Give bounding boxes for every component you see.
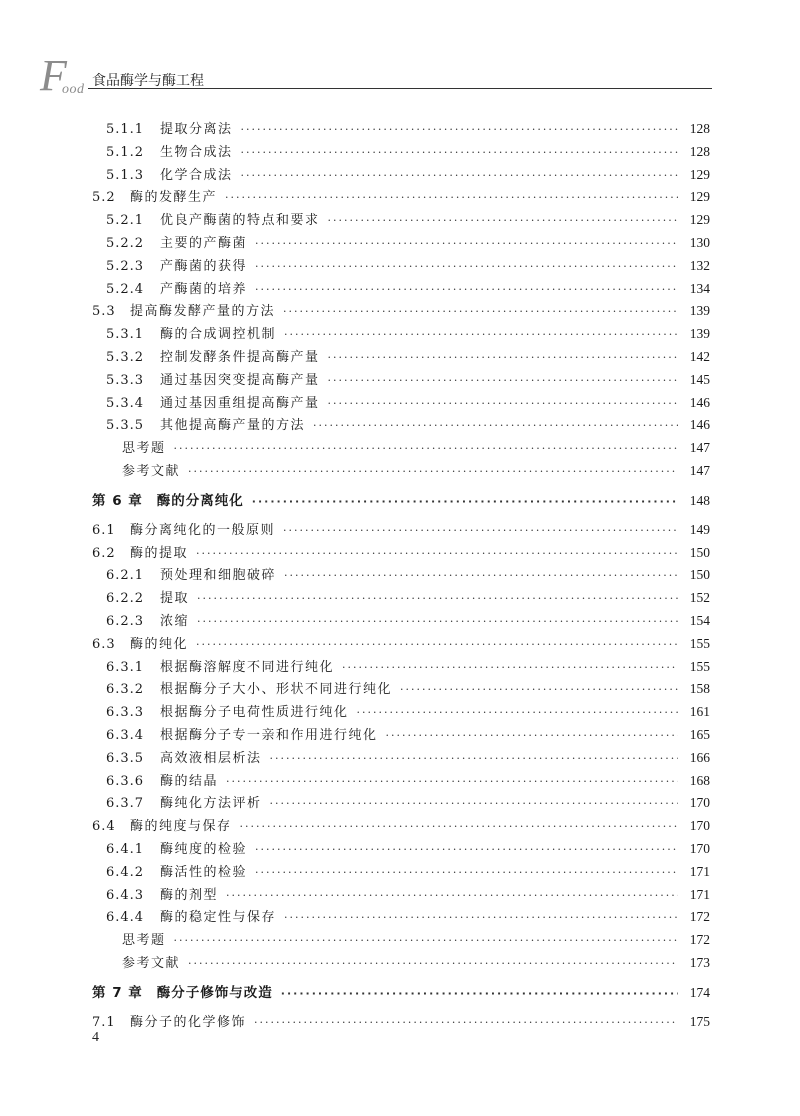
dot-leader [313, 419, 678, 432]
toc-entry[interactable] [92, 770, 710, 793]
toc-entry[interactable] [92, 884, 710, 907]
table-of-contents [92, 118, 710, 1033]
toc-entry-number: 5.2.1 [106, 213, 145, 229]
toc-entry-title: 浓缩 [160, 613, 190, 629]
toc-entry[interactable] [92, 323, 710, 346]
toc-entry-title: 产酶菌的培养 [160, 281, 248, 297]
toc-entry-page: 155 [689, 658, 710, 674]
toc-entry-title: 参考文献 [122, 955, 181, 971]
toc-entry-page: 129 [689, 166, 710, 182]
toc-entry-number: 6.4 [92, 819, 116, 835]
toc-entry-title: 酶分子修饰与改造 [156, 984, 273, 1001]
toc-entry-page: 170 [689, 840, 710, 856]
toc-entry-number: 6.3.7 [106, 796, 145, 812]
toc-entry[interactable] [92, 564, 710, 587]
toc-entry[interactable] [92, 610, 710, 633]
toc-entry[interactable] [92, 656, 710, 679]
toc-entry[interactable] [92, 701, 710, 724]
dot-leader [241, 146, 678, 159]
toc-entry-title: 预处理和细胞破碎 [160, 568, 277, 584]
toc-entry-title: 思考题 [122, 933, 166, 949]
toc-entry[interactable] [92, 792, 710, 815]
toc-entry-number: 6.2.2 [106, 591, 145, 607]
toc-entry-title: 酶分离纯化的一般原则 [130, 522, 276, 538]
toc-entry[interactable] [92, 255, 710, 278]
toc-entry[interactable] [92, 929, 710, 952]
toc-entry-page: 161 [689, 704, 710, 720]
dot-leader [240, 820, 678, 833]
toc-entry-title: 酶的分离纯化 [156, 492, 244, 509]
toc-entry[interactable] [92, 278, 710, 301]
dot-leader [226, 775, 678, 788]
dot-leader [255, 866, 678, 879]
dot-leader [241, 123, 678, 136]
toc-entry-title: 酶的纯化 [130, 636, 189, 652]
toc-entry[interactable] [92, 209, 710, 232]
toc-chapter-entry[interactable] [92, 981, 710, 1005]
toc-entry-page: 165 [689, 726, 710, 742]
toc-entry-page: 139 [689, 326, 710, 342]
toc-entry[interactable] [92, 542, 710, 565]
dot-leader [188, 465, 678, 478]
toc-entry-page: 145 [689, 371, 710, 387]
toc-entry[interactable] [92, 587, 710, 610]
dot-leader [284, 328, 678, 341]
page-number: 4 [92, 1030, 99, 1045]
toc-entry-title: 控制发酵条件提高酶产量 [160, 349, 320, 365]
toc-entry-title: 思考题 [122, 441, 166, 457]
toc-entry-page: 175 [689, 1013, 710, 1029]
toc-entry-number: 6.3.4 [106, 727, 145, 743]
toc-entry[interactable] [92, 300, 710, 323]
toc-entry-page: 171 [689, 886, 710, 902]
toc-entry[interactable] [92, 747, 710, 770]
toc-entry[interactable] [92, 392, 710, 415]
toc-entry-page: 150 [689, 567, 710, 583]
toc-entry-number: 第 7 章 [92, 984, 143, 1001]
toc-entry-page: 132 [689, 257, 710, 273]
toc-entry[interactable] [92, 838, 710, 861]
toc-entry-number: 5.3.3 [106, 372, 145, 388]
toc-entry[interactable] [92, 437, 710, 460]
toc-entry-page: 170 [689, 795, 710, 811]
toc-entry-title: 酶的剂型 [160, 887, 219, 903]
toc-entry-title: 酶分子的化学修饰 [130, 1014, 247, 1030]
dot-leader [283, 524, 678, 537]
toc-entry-title: 通过基因重组提高酶产量 [160, 395, 320, 411]
toc-entry-page: 129 [689, 189, 710, 205]
toc-entry-title: 化学合成法 [160, 167, 233, 183]
dot-leader [284, 911, 678, 924]
toc-entry-page: 150 [689, 544, 710, 560]
toc-entry[interactable] [92, 186, 710, 209]
toc-entry-number: 6.3 [92, 636, 116, 652]
toc-entry-title: 其他提高酶产量的方法 [160, 418, 306, 434]
toc-entry[interactable] [92, 724, 710, 747]
toc-entry-title: 根据酶分子专一亲和作用进行纯化 [160, 727, 378, 743]
toc-entry-page: 134 [689, 280, 710, 296]
toc-entry[interactable] [92, 414, 710, 437]
toc-entry[interactable] [92, 141, 710, 164]
toc-entry-title: 酶的提取 [130, 545, 189, 561]
toc-entry-title: 根据酶分子大小、形状不同进行纯化 [160, 682, 393, 698]
dot-leader [197, 592, 678, 605]
dot-leader [255, 260, 678, 273]
toc-entry[interactable] [92, 906, 710, 929]
toc-entry-page: 152 [689, 590, 710, 606]
toc-entry-page: 128 [689, 143, 710, 159]
book-title: 食品酶学与酶工程 [92, 73, 204, 89]
toc-entry-number: 5.3.4 [106, 395, 145, 411]
dot-leader [342, 661, 678, 674]
food-logo-letter: F [40, 51, 67, 100]
dot-leader [328, 374, 678, 387]
toc-entry-title: 提取分离法 [160, 122, 233, 137]
toc-entry-number: 7.1 [92, 1014, 116, 1030]
toc-entry-number: 5.3.1 [106, 327, 145, 343]
toc-entry-number: 6.3.3 [106, 705, 145, 721]
toc-entry-page: 128 [689, 121, 710, 136]
dot-leader [270, 752, 678, 765]
toc-entry[interactable] [92, 164, 710, 187]
toc-entry-page: 172 [689, 932, 710, 948]
toc-entry[interactable] [92, 861, 710, 884]
toc-entry-page: 146 [689, 417, 710, 433]
toc-entry-page: 171 [689, 863, 710, 879]
toc-entry-title: 酶的发酵生产 [130, 190, 218, 206]
toc-entry-title: 酶纯化方法评析 [160, 796, 262, 812]
dot-leader [400, 683, 678, 696]
toc-entry-title: 产酶菌的获得 [160, 258, 248, 274]
toc-entry-title: 酶的纯度与保存 [130, 819, 232, 835]
toc-entry-title: 参考文献 [122, 463, 181, 479]
toc-entry-page: 129 [689, 212, 710, 228]
toc-entry-title: 提高酶发酵产量的方法 [130, 304, 276, 320]
dot-leader [284, 569, 678, 582]
toc-entry-number: 6.2 [92, 545, 116, 561]
toc-entry-title: 高效液相层析法 [160, 750, 262, 766]
toc-entry-title: 主要的产酶菌 [160, 235, 248, 251]
toc-entry-number: 6.4.2 [106, 864, 145, 880]
toc-entry-page: 146 [689, 394, 710, 410]
toc-entry-title: 酶的合成调控机制 [160, 327, 277, 343]
toc-entry[interactable] [92, 519, 710, 542]
toc-entry-number: 6.3.2 [106, 682, 145, 698]
toc-entry-number: 第 6 章 [92, 492, 143, 509]
food-logo-text: ood [62, 82, 85, 97]
toc-entry-number: 6.2.3 [106, 613, 145, 629]
toc-entry-number: 5.2.4 [106, 281, 145, 297]
toc-entry[interactable] [92, 1011, 710, 1034]
toc-entry-page: 158 [689, 681, 710, 697]
toc-entry-number: 6.3.5 [106, 750, 145, 766]
toc-entry-number: 6.4.1 [106, 841, 145, 857]
toc-entry-title: 酶活性的检验 [160, 864, 248, 880]
toc-entry-title: 优良产酶菌的特点和要求 [160, 213, 320, 229]
toc-entry-number: 6.3.1 [106, 659, 145, 675]
toc-entry-number: 6.2.1 [106, 568, 145, 584]
toc-entry-title: 根据酶分子电荷性质进行纯化 [160, 705, 349, 721]
toc-entry-number: 6.4.4 [106, 910, 145, 926]
dot-leader [328, 397, 678, 410]
dot-leader [255, 237, 678, 250]
dot-leader [188, 957, 678, 970]
dot-leader [252, 495, 678, 508]
toc-entry-page: 170 [689, 818, 710, 834]
toc-entry-number: 5.2 [92, 190, 116, 206]
dot-leader [283, 305, 678, 318]
dot-leader [174, 934, 678, 947]
toc-entry-title: 根据酶溶解度不同进行纯化 [160, 659, 335, 675]
toc-entry-title: 酶纯度的检验 [160, 841, 248, 857]
dot-leader [241, 169, 678, 182]
toc-entry[interactable] [92, 346, 710, 369]
toc-entry-title: 生物合成法 [160, 144, 233, 160]
toc-entry-number: 5.1.1 [106, 122, 145, 137]
toc-entry-page: 174 [689, 984, 710, 1000]
toc-entry[interactable] [92, 952, 710, 975]
toc-entry[interactable] [92, 633, 710, 656]
dot-leader [270, 797, 678, 810]
toc-entry[interactable] [92, 232, 710, 255]
toc-entry-number: 6.3.6 [106, 773, 145, 789]
dot-leader [197, 615, 678, 628]
dot-leader [328, 214, 678, 227]
dot-leader [226, 889, 678, 902]
toc-entry-page: 147 [689, 462, 710, 478]
toc-entry-number: 5.2.2 [106, 235, 145, 251]
toc-entry-title: 提取 [160, 591, 190, 607]
toc-entry-title: 酶的稳定性与保存 [160, 910, 277, 926]
toc-entry-page: 148 [689, 492, 710, 508]
toc-entry-page: 130 [689, 234, 710, 250]
toc-entry-number: 6.4.3 [106, 887, 145, 903]
toc-entry-page: 149 [689, 521, 710, 537]
toc-entry-page: 173 [689, 954, 710, 970]
toc-entry[interactable] [92, 369, 710, 392]
toc-entry-page: 139 [689, 303, 710, 319]
dot-leader [255, 283, 678, 296]
dot-leader [174, 442, 678, 455]
toc-entry-number: 6.1 [92, 522, 116, 538]
toc-entry-number: 5.3.2 [106, 349, 145, 365]
toc-entry-number: 5.2.3 [106, 258, 145, 274]
dot-leader [254, 1016, 678, 1029]
toc-entry-number: 5.3 [92, 304, 116, 320]
toc-entry[interactable] [92, 118, 710, 141]
dot-leader [357, 706, 678, 719]
dot-leader [386, 729, 678, 742]
toc-entry-page: 172 [689, 909, 710, 925]
toc-entry-page: 142 [689, 348, 710, 364]
toc-entry-page: 155 [689, 635, 710, 651]
dot-leader [196, 638, 678, 651]
toc-entry[interactable] [92, 815, 710, 838]
toc-entry-title: 酶的结晶 [160, 773, 219, 789]
toc-entry-number: 5.1.3 [106, 167, 145, 183]
toc-entry[interactable] [92, 460, 710, 483]
header-rule [88, 88, 712, 89]
toc-entry-number: 5.3.5 [106, 418, 145, 434]
dot-leader [225, 191, 678, 204]
toc-entry-page: 168 [689, 772, 710, 788]
toc-entry-title: 通过基因突变提高酶产量 [160, 372, 320, 388]
dot-leader [328, 351, 678, 364]
dot-leader [196, 547, 678, 560]
dot-leader [255, 843, 678, 856]
toc-entry-page: 166 [689, 749, 710, 765]
toc-entry-page: 154 [689, 612, 710, 628]
toc-entry[interactable] [92, 678, 710, 701]
toc-entry-number: 5.1.2 [106, 144, 145, 160]
toc-entry-page: 147 [689, 440, 710, 456]
dot-leader [281, 987, 678, 1000]
running-header [40, 51, 712, 102]
toc-chapter-entry[interactable] [92, 489, 710, 513]
